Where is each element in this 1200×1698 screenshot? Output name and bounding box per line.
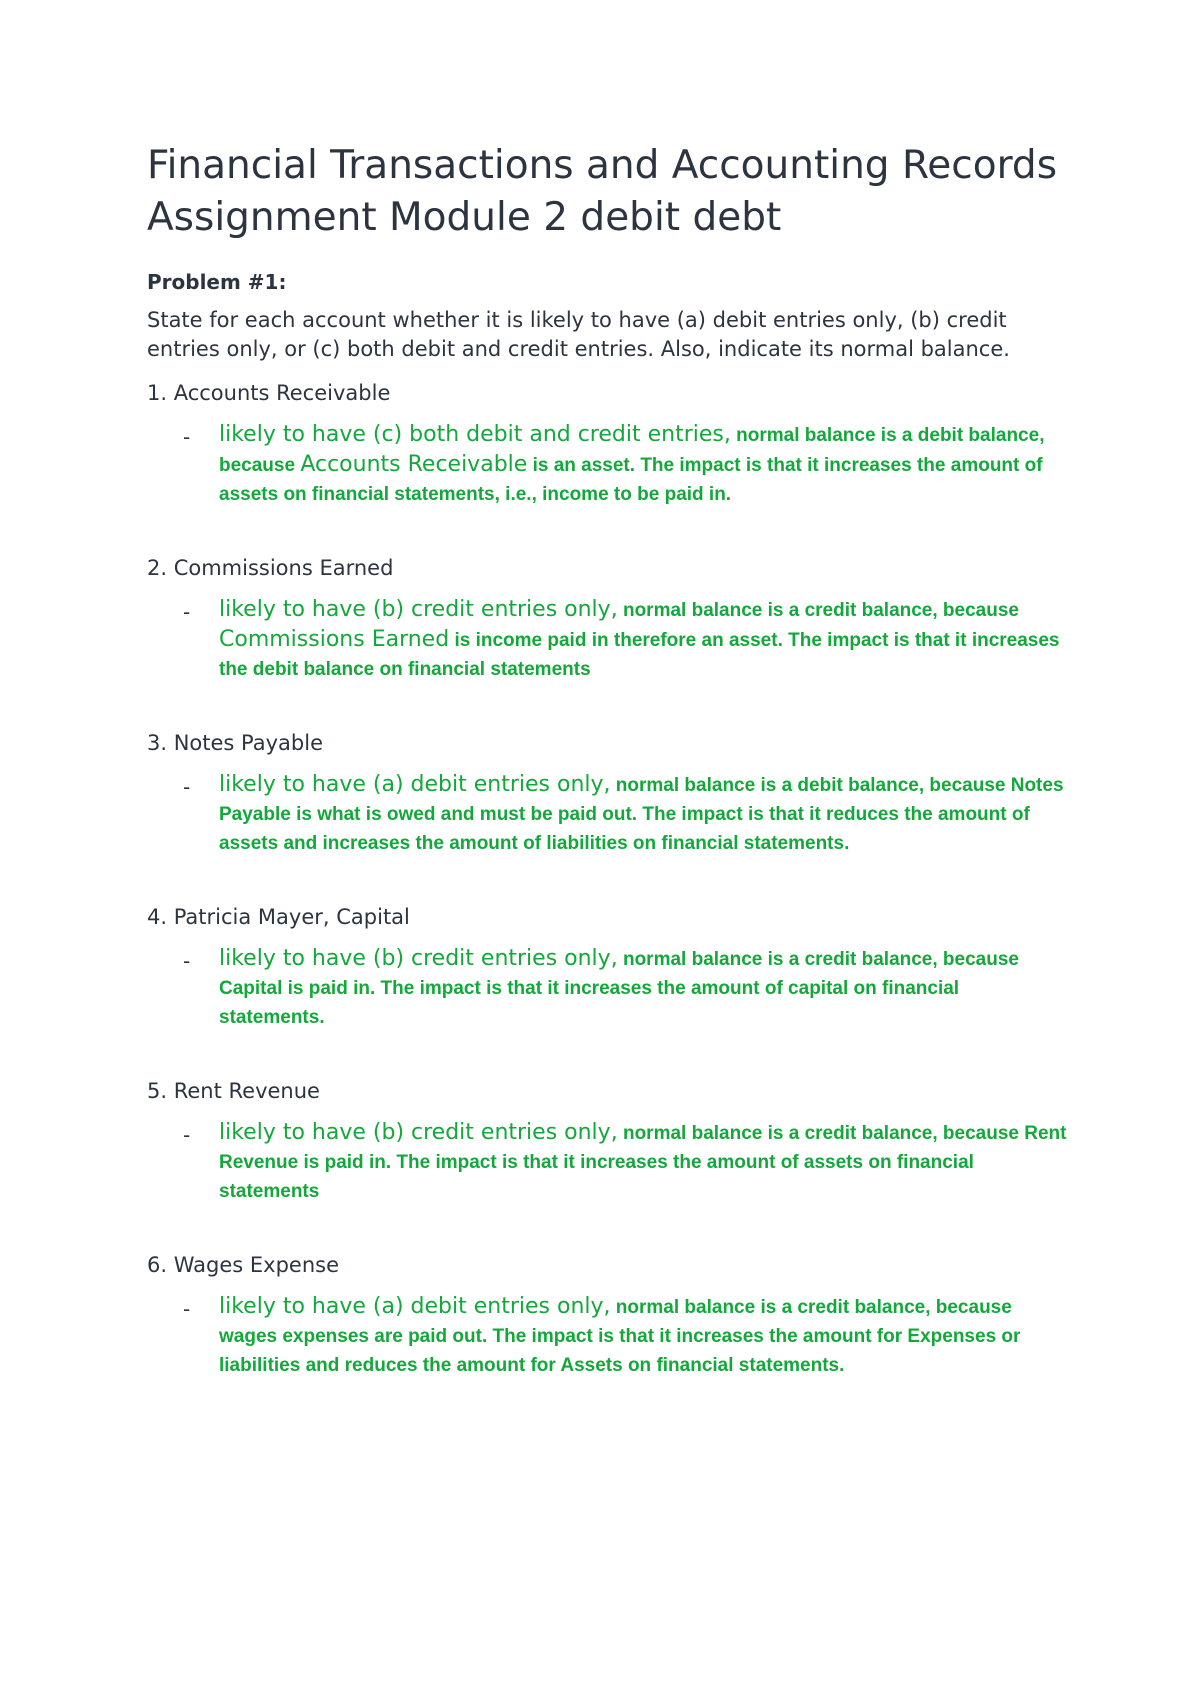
list-item [147,1076,1067,1206]
answer-explanation: normal balance is a credit balance, because Commissions Earned is income paid in therefore an asset. The impact is that it increases the debit balance on financial statements [219,600,1060,680]
answer-lead: likely to have (c) both debit and credit entries, [219,422,731,447]
answer-lead: likely to have (a) debit entries only, [219,772,611,797]
account-title: 2. Commissions Earned [147,556,394,580]
list-item [147,902,1067,1032]
answer-explanation: normal balance is a credit balance, because wages expenses are paid out. The impact is that it increases the amount for Expenses or liabilities and reduces the amount for Assets on financial statements. [219,1297,1021,1376]
dash-bullet: - [183,1123,191,1147]
answer [147,595,1067,684]
answer [147,944,1067,1032]
answer-explanation: normal balance is a debit balance, because Notes Payable is what is owed and must be paid out. The impact is that it reduces the amount of assets and increases the amount of liabilities on financial statements. [219,775,1064,854]
answer [147,420,1067,509]
dash-bullet: - [183,600,191,624]
account-title: 6. Wages Expense [147,1253,339,1277]
list-item [147,1250,1067,1380]
dash-bullet: - [183,1297,191,1321]
document-title: Financial Transactions and Accounting Records Assignment Module 2 debit debt [147,143,1058,240]
answer-explanation: normal balance is a credit balance, because Capital is paid in. The impact is that it increases the amount of capital on financial statements. [219,949,1019,1028]
answer-lead: likely to have (b) credit entries only, [219,1120,618,1145]
answer-explanation: normal balance is a credit balance, because Rent Revenue is paid in. The impact is that it increases the amount of assets on financial statements [219,1123,1067,1202]
answer-lead: likely to have (b) credit entries only, [219,597,618,622]
dash-bullet: - [183,775,191,799]
answer [147,1118,1067,1206]
answer [147,1292,1067,1380]
dash-bullet: - [183,949,191,973]
list-item [147,728,1067,858]
account-name: Accounts Receivable [300,452,528,477]
account-title: 1. Accounts Receivable [147,381,391,405]
problem-prompt: State for each account whether it is likely to have (a) debit entries only, (b) credit entries only, or (c) both debit and credit entries. Also, indicate its normal balance. [147,308,1010,361]
answer [147,770,1067,858]
account-title: 5. Rent Revenue [147,1079,320,1103]
account-name: Commissions Earned [219,627,450,652]
account-title: 3. Notes Payable [147,731,324,755]
account-list [147,378,1067,1380]
answer-explanation: normal balance is a debit balance, because Accounts Receivable is an asset. The impact is that it increases the amount of assets on financial statements, i.e., income to be paid in. [219,425,1045,505]
document-page [147,140,1067,1424]
answer-lead: likely to have (a) debit entries only, [219,1294,611,1319]
dash-bullet: - [183,425,191,449]
list-item [147,553,1067,684]
list-item [147,378,1067,509]
account-title: 4. Patricia Mayer, Capital [147,905,410,929]
problem-heading: Problem #1: [147,270,287,294]
answer-lead: likely to have (b) credit entries only, [219,946,618,971]
